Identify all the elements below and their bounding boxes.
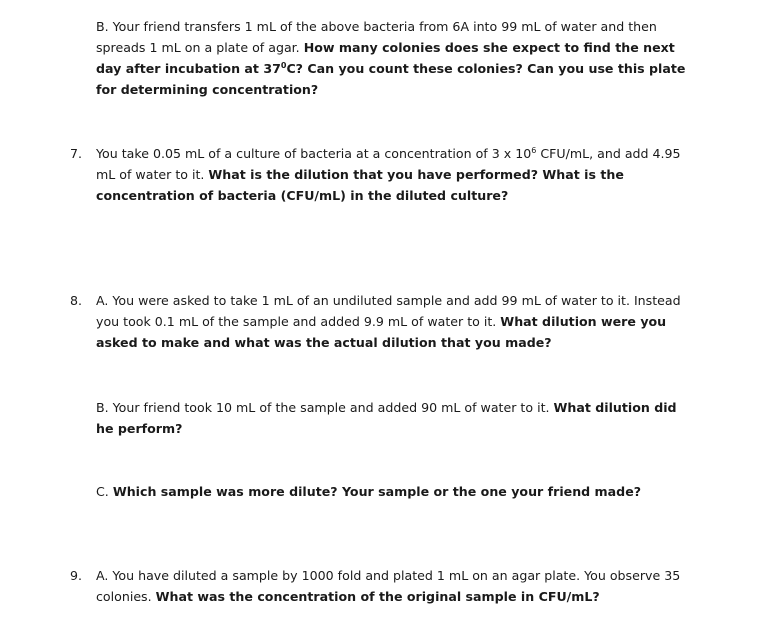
- q6b-degree-sup: 0: [280, 61, 287, 70]
- q6b-text: B. Your friend transfers 1 mL of the above bacteria from 6A into 99 mL of water and then spreads 1 mL on a plate of agar.: [96, 19, 657, 55]
- q9a-question: What was the concentration of the original sample in CFU/mL?: [155, 589, 600, 604]
- question-6b: [96, 16, 696, 100]
- q7-exponent-sup: 6: [531, 146, 537, 155]
- q8c-question: Which sample was more dilute? Your sample or the one your friend made?: [112, 484, 642, 499]
- q7-text-part1: You take 0.05 mL of a culture of bacteria at a concentration of 3 x 10: [96, 146, 532, 161]
- question-9a: [70, 565, 696, 607]
- q8a-question: What dilution were you asked to make and what was the actual dilution that you made?: [96, 314, 667, 350]
- q9-number: 9.: [70, 568, 83, 583]
- q8-number: 8.: [70, 293, 83, 308]
- q7-question: What is the dilution that you have performed? What is the concentration of bacteria (CFU/mL) in the diluted culture?: [96, 167, 624, 203]
- question-8b: [96, 397, 696, 439]
- question-8c: [96, 481, 696, 502]
- q6b-question-part1: How many colonies does she expect to find the next day after incubation at 37: [96, 40, 675, 76]
- q8c-text: C.: [96, 484, 113, 499]
- q7-number: 7.: [70, 146, 83, 161]
- question-8a: [70, 290, 696, 353]
- q8a-text: A. You were asked to take 1 mL of an undiluted sample and add 99 mL of water to it. Instead you took 0.1 mL of the sample and added 9.9 mL of water to it.: [96, 293, 681, 329]
- q7-text-part2: CFU/mL, and add 4.95 mL of water to it.: [96, 146, 681, 182]
- q6b-question-part2: C? Can you count these colonies? Can you use this plate for determining concentration?: [96, 61, 686, 97]
- q8b-question: What dilution did he perform?: [96, 400, 677, 436]
- q8b-text: B. Your friend took 10 mL of the sample and added 90 mL of water to it.: [96, 400, 554, 415]
- question-7: [70, 143, 696, 206]
- q9a-text: A. You have diluted a sample by 1000 fold and plated 1 mL on an agar plate. You observe 35 colonies.: [96, 568, 681, 604]
